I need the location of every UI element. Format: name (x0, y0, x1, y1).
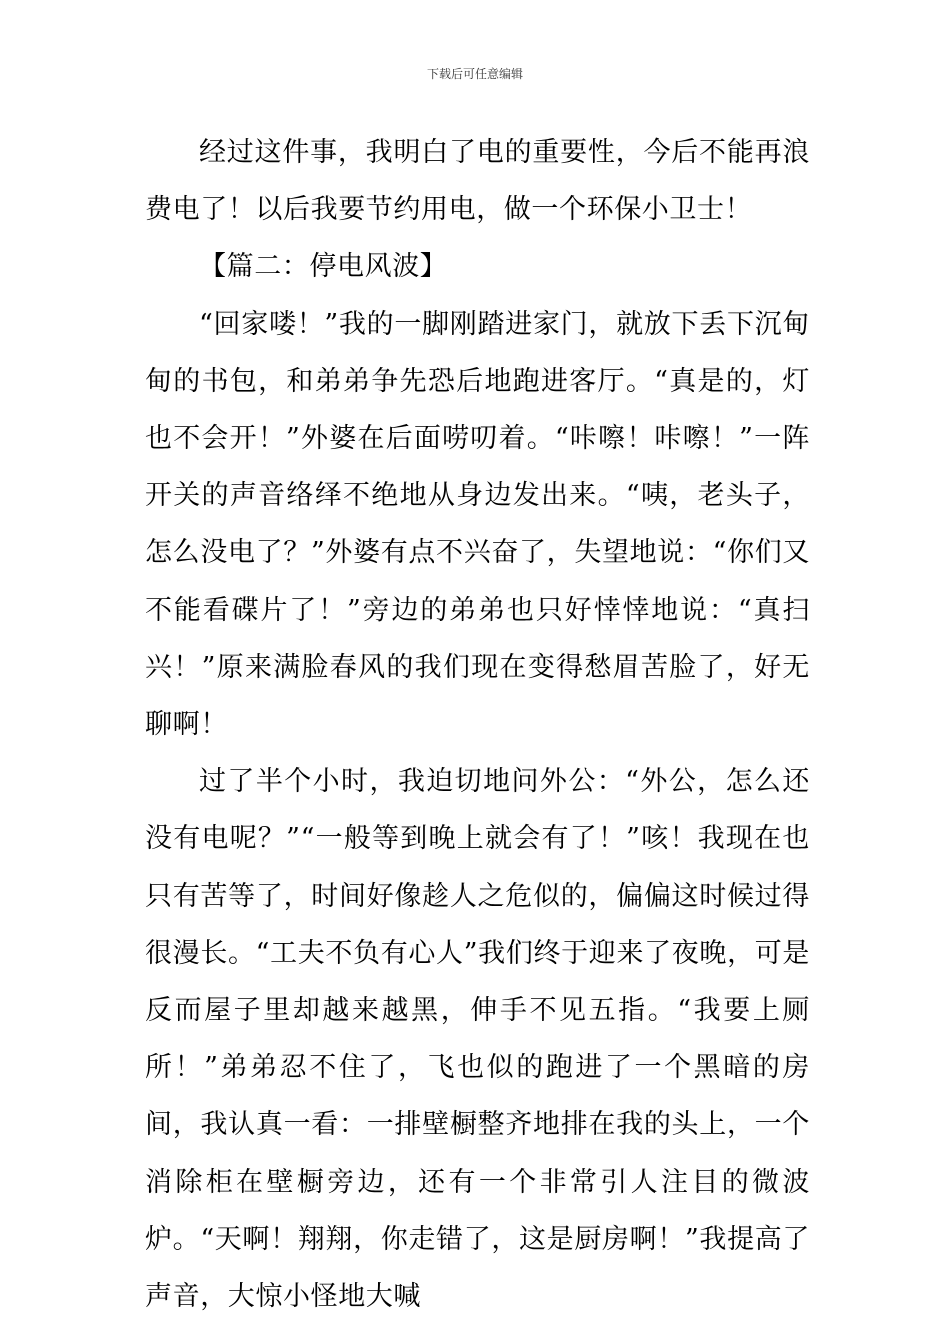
page-header: 下载后可任意编辑 (426, 67, 523, 81)
paragraph-3: 过了半个小时，我迫切地问外公：“外公，怎么还没有电呢？”“一般等到晚上就会有了！”咳！我现在也只有苦等了，时间好像趁人之危似的，偏偏这时候过得很漫长。“工夫不负有心人”我们终于迎来了夜晚，可是反而屋子里却越来越黑，伸手不见五指。“我要上厕所！”弟弟忍不住了，飞也似的跑进了一个黑暗的房间，我认真一看：一排壁橱整齐地排在我的头上，一个消除柜在壁橱旁边，还有一个非常引人注目的微波炉。“天啊！翔翔，你走错了，这是厨房啊！”我提高了声音，大惊小怪地大喊 (145, 766, 810, 1313)
section-heading: 【篇二：停电风波】 (199, 251, 448, 283)
paragraph-2: “回家喽！”我的一脚刚踏进家门，就放下丢下沉甸甸的书包，和弟弟争先恐后地跑进客厅。“真是的，灯也不会开！”外婆在后面唠叨着。“咔嚓！咔嚓！”一阵开关的声音络绎不绝地从身边发出来。“咦，老头子，怎么没电了？”外婆有点不兴奋了，失望地说：“你们又不能看碟片了！”旁边的弟弟也只好悻悻地说：“真扫兴！”原来满脸春风的我们现在变得愁眉苦脸了，好无聊啊！ (145, 308, 810, 741)
paragraph-1: 经过这件事，我明白了电的重要性，今后不能再浪费电了！以后我要节约用电，做一个环保小卫士！ (145, 137, 810, 226)
document-body (145, 124, 810, 1325)
